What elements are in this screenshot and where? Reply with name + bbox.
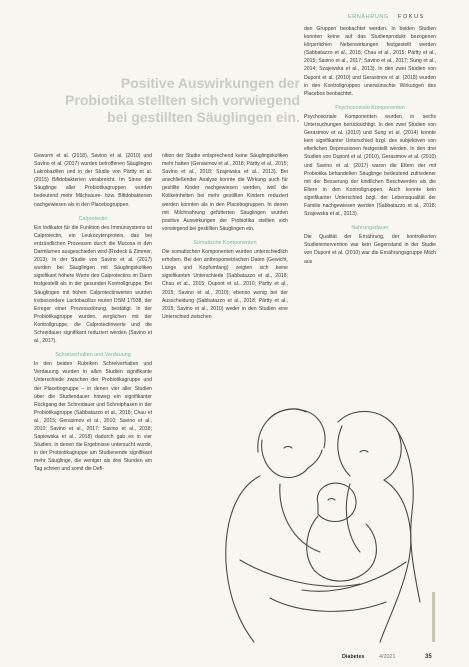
subheading: Schreiverhalten und Verdauung [55,352,131,359]
subheading: Psychosoziale Komponenten [335,104,405,111]
article-pull-quote [60,75,300,126]
pull-quote-line: Probiotika stellten sich vorwiegend [65,92,300,108]
text-column-1 [34,152,152,474]
text-column-3 [304,25,436,266]
family-line-illustration [210,392,428,644]
issue-number: 4/2021 [379,654,396,660]
paragraph: Die Qualität der Ernährung, der kontrollierten Studienintervention war kein Gegenstand in der Studie von Dupont et al. (2010) war die Ernährungsgruppe Milch aus [304,234,436,265]
paragraph: Psychosoziale Komponenten wurden in sechs Untersuchungen berücksichtigt. In den zwei Studien von Gerasimov et al. (2010) und Sung et al. (2014) konnte kein signifikanter Unterschied bzgl. des subjektiven von elterlichen Depressionen festgestellt werden. In den drei Studien von Dupont et al. (2010), Gerasimov et al. (2010) und Savino et al. (2017) waren die Eltern der mit Probiotika behandelten Säuglinge bedeutend zufriedener mit der Besserung der kindlichen Beschwerden als die Eltern in den Kontrollgruppen. Auch konnte kein signifikanter Unterschied bzgl. der Lebensqualität der Familie nachgewiesen werden (Sabbatazzo et al., 2018; Szajewska et al., 2013). [304,113,436,218]
subheading: Somatische Komponenten [193,239,257,246]
page-footer [0,654,469,664]
paragraph: Die somatischen Komponenten wurden unterschiedlich erhoben. Bei den anthropometrischen Daten (Gewicht, Länge und Kopfumfang) zeigten sich keine signifikanten Unterschiede (Sabbatazzo et al., 2018; Chau et al., 2015; Dupont et al., 2010; Pärtty et al., 2015; Savino et al., 2010); ebenso wenig bei der Ausscheidung (Sabbatazzo et al., 2018; Pärtty et al., 2015; Savino et al., 2010) weder in den Studien eine Unterschied zwischen [162,249,288,320]
paragraph: In den beiden Rubriken Schreiverhalten und Verdauung wurden in allen Studien signifikante Unterschiede zwischen der Probiotikagruppe und der Placebogruppe – in denen vier aller Studien über die Studiendauer hinweg ein signifikanter Rückgang der Schreidauer und Schreiphasen in der Probiotikagruppe (Sabbatazzo et al., 2018; Chau et al., 2015; Gerasimov et al., 2010; Savino et al., 2010; Savino et al., 2017; Savino et al., 2018; Sapiewska et al., 2018) dadurch gab es in vier Studien, in denen die Ergebnisse untersucht wurde, in der Probiotikagruppe am Studienende signifikant mehr Säuglinge, die weniger als drei Stunden am Tag schrien und somit die Defi- [34,361,152,473]
subheading: Calprotectin [78,215,108,222]
section-label: ERNÄHRUNG [348,14,389,20]
illustration-credit [430,592,438,642]
text-column-2 [162,152,288,321]
paragraph: Ein Indikator für die Funktion des Immunsystems ist Calprotectin, ein Leukozytenprotein, das bei entzündlichen Prozessen durch die Mucosa in den Darmlumen ausgeschieden wird (Rodeck & Zimmer, 2013). In der Studie von Savino et al. (2017) wurden bei Säuglingen mit Säuglingskoliken signifikant höhere Werte des Calprotectins im Darm festgestellt als in der gesunden Kontrollgruppe. Bei Säuglingen mit hohen Calprotectinwerten wurden insbesondere Lactobacillus reuteri DSM 17938, der Erreger einer Prozessstörung, bestätigt. In der Probiotikagruppe wurden, verglichen mit der Kontrollgruppe, die Calprotectinwerte und die Schreidauer signifikant reduziert werden (Savino et al., 2017). [34,224,152,345]
paragraph: den Gruppen beobachtet werden. In beiden Studien konnten keine auf das Studienprodukt bezogenen körperlichen Nebenwirkungen festgestellt werden (Sabbatazzo et al., 2018; Chau et al., 2015; Pärtty et al., 2015; Savino et al., 2017; Savino et al., 2017; Sung et al., 2014; Szajewska et al., 2013). In den zwei Studien von Dupont et al. (2010) und Gerasimov et al. (2018) wurden in den Kontrollgruppen unerwünschte Wirkungen des Placebos beobachtet. [304,26,436,97]
subheading: Nahrungsdauer [351,225,389,232]
journal-name: Diabetes [342,654,365,660]
pull-quote-line: bei gestillten Säuglingen ein. [107,109,300,125]
page-number: 35 [425,654,432,660]
paragraph: nition der Studie entsprechend keine Säuglingskoliken mehr hatten (Gerasimov et al., 2018; Pärtty et al., 2015; Savino et al., 2018; Szajewska et al., 2013). Bei anschließender Analyse konnte die Wirkung auch für gestillte Kinder nachgewiesen werden, weil die Kolikeinheiten bei mehr gestillten Kindern reduziert werden konnten als in den Placebogruppen. In denen mit Milchnahrung gefütterten Säuglingen wurden positive Auswirkungen der Probiotika stellten sich vorwiegend bei gestillten Säuglingen ein. [162,153,288,232]
paragraph: Gewurm et al. (2018), Savino et al. (2010) und Savino et al. (2017) wurden betroffenen Säuglingen Lakrobazillen und in der Studie von Pärtty et al. (2015) Bifidobakterien verabreicht. Im Sinne der Säuglinge aller Probiotikagruppen wurden bedeutend mehr Milchsäure- bzw. Bifidobakterien nachgewiesen als in den Placebogruppen. [34,153,152,208]
credit-mark [430,592,438,642]
pull-quote-line: Positive Auswirkungen der [120,75,300,91]
fokus-label: FOKUS [398,14,425,20]
